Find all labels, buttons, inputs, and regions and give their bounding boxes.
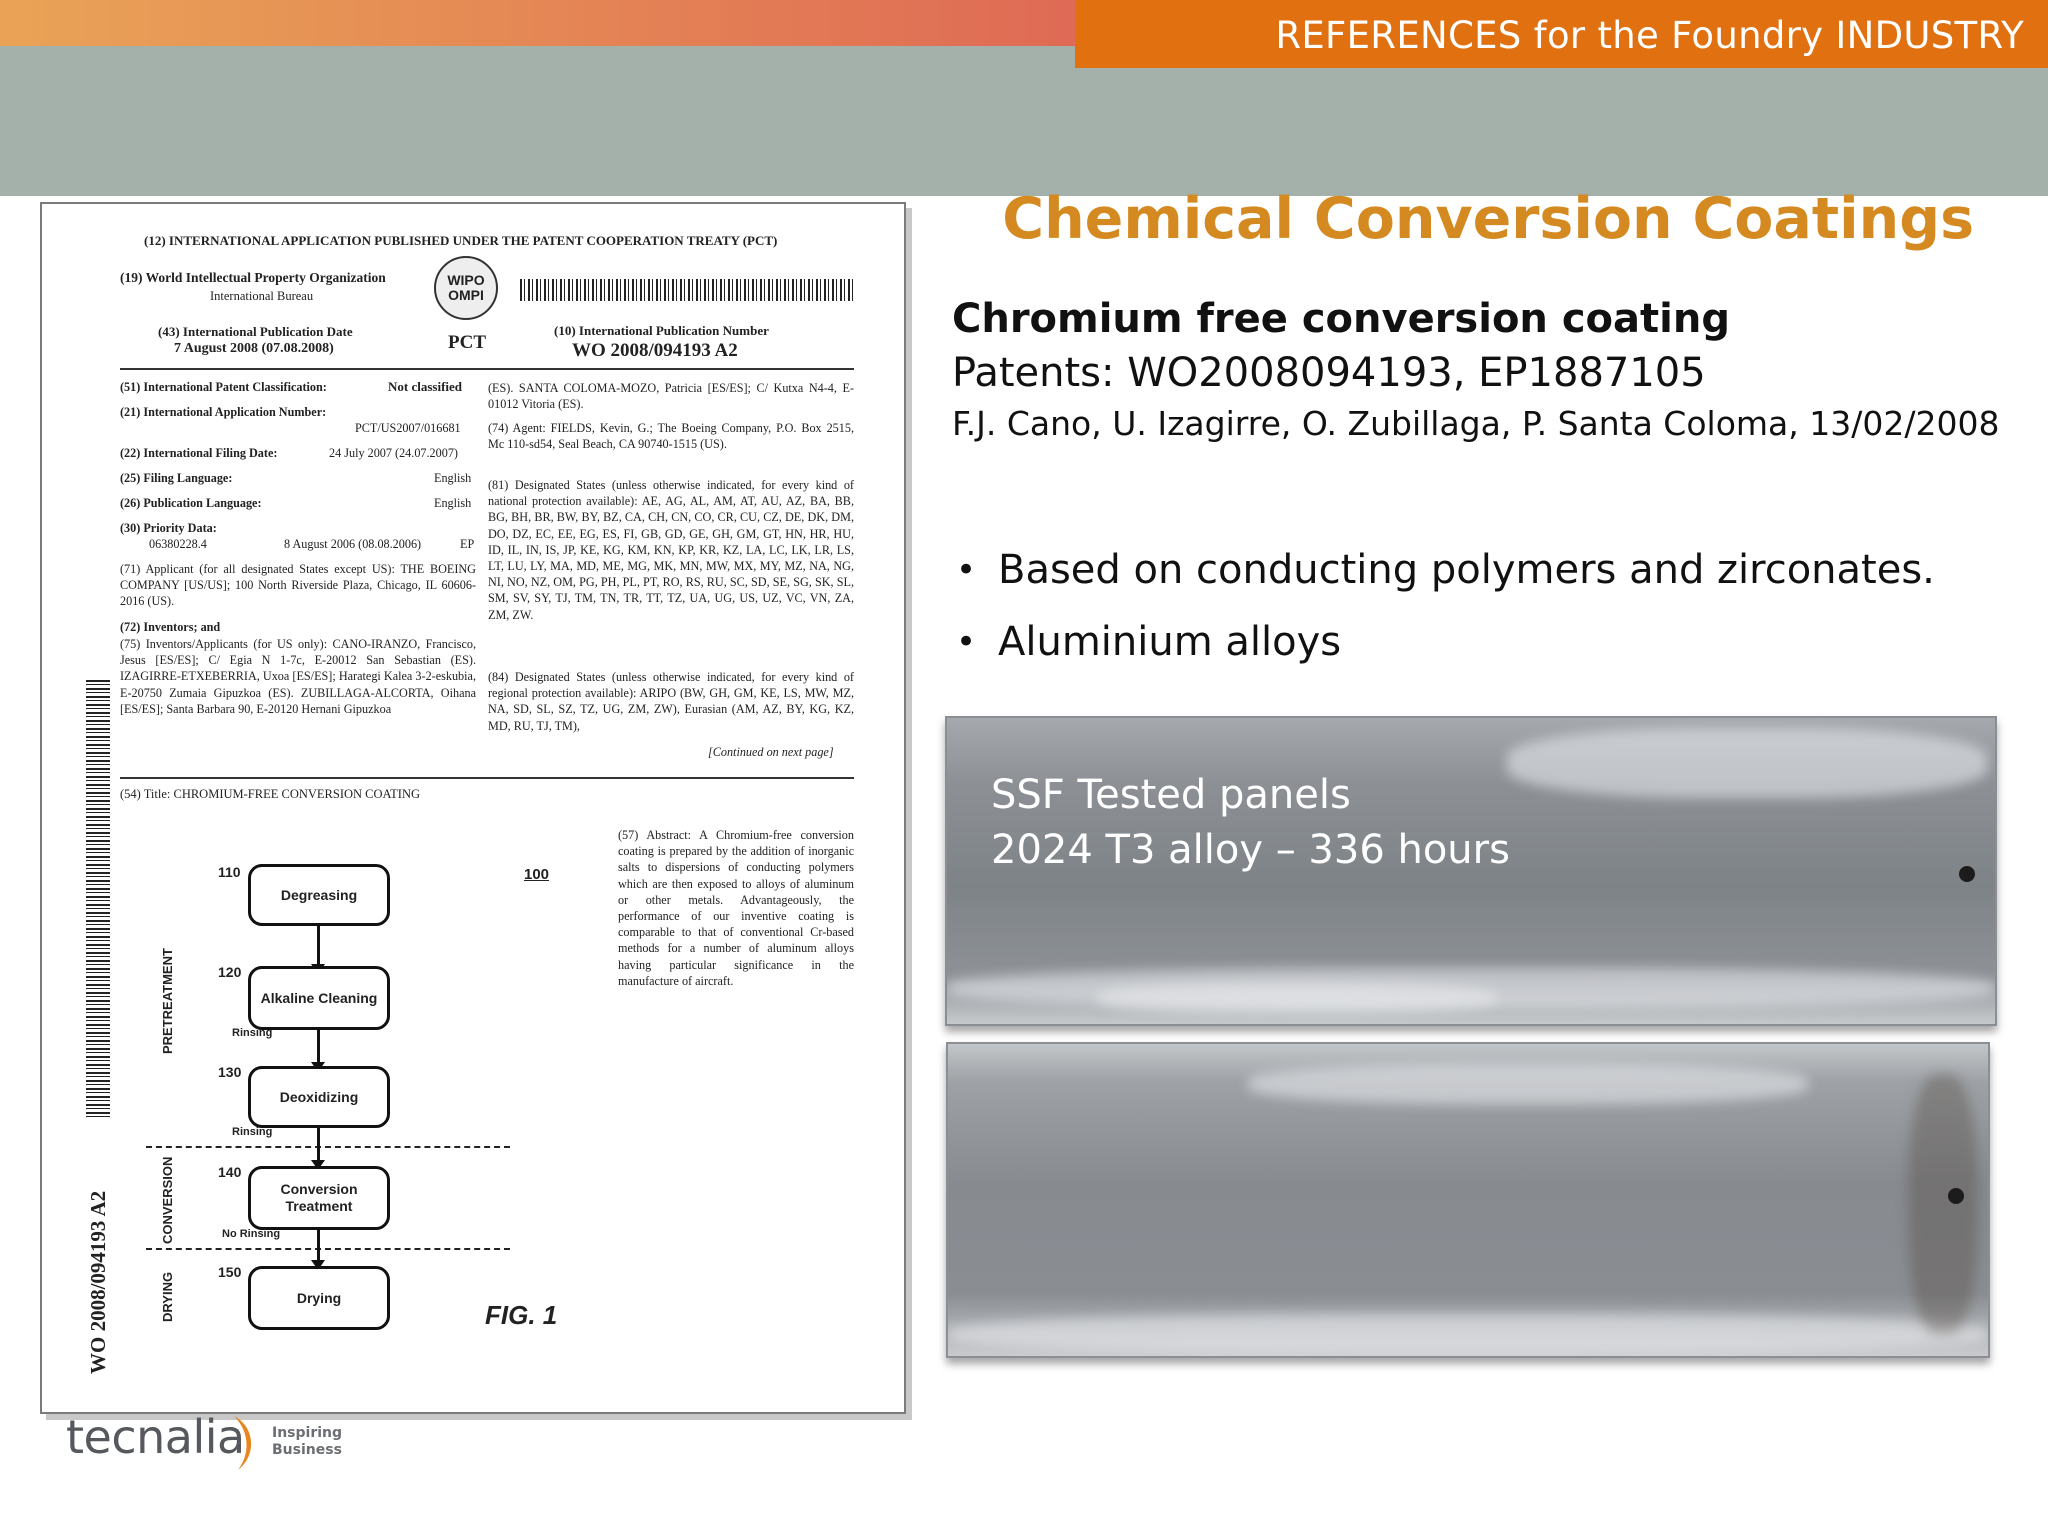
logo-tagline-line: Inspiring [272, 1425, 343, 1441]
no-rinsing-note: No Rinsing [222, 1228, 281, 1240]
panel-hole [1948, 1188, 1964, 1204]
bullet-list [952, 540, 1935, 684]
flowchart-step-degreasing: Degreasing [248, 864, 390, 926]
flowchart-step-alkaline-cleaning: Alkaline Cleaning [248, 966, 390, 1030]
flow-arrow [317, 926, 320, 966]
logo-tagline [272, 1425, 342, 1459]
header-gray-band [0, 46, 2048, 196]
barcode [520, 279, 855, 301]
field-30-office: EP [460, 537, 475, 551]
references-label: REFERENCES for the Foundry INDUSTRY [1275, 14, 2024, 57]
phase-label-pretreatment: PRETREATMENT [160, 948, 175, 1054]
divider [120, 777, 854, 779]
wipo-seal-icon [434, 256, 498, 320]
panel-streak [1507, 728, 1987, 798]
bullet-item [952, 540, 1935, 612]
phase-label-drying: DRYING [160, 1271, 175, 1322]
rinsing-note: Rinsing [232, 1126, 273, 1138]
pub-number: WO 2008/094193 A2 [572, 340, 738, 361]
field-30-date: 8 August 2006 (08.08.2006) [284, 537, 422, 551]
flowchart-step-drying: Drying [248, 1266, 390, 1330]
flow-arrow [317, 1230, 320, 1262]
step-number: 130 [218, 1064, 242, 1080]
figure-label: FIG. 1 [485, 1300, 558, 1330]
pub-date: 7 August 2008 (07.08.2008) [174, 341, 334, 356]
side-publication-number: WO 2008/094193 A2 [86, 1190, 110, 1374]
step-number: 140 [218, 1164, 242, 1180]
tested-panel-photo-2 [946, 1042, 1990, 1358]
panel-streak [948, 1314, 1988, 1354]
flowchart-ref-number: 100 [524, 866, 550, 883]
panel-caption [991, 768, 1510, 878]
bullet-text: Aluminium alloys [998, 619, 1342, 665]
field-22-label: (22) International Filing Date: [120, 446, 278, 460]
step-number: 150 [218, 1264, 242, 1280]
flow-arrow [317, 1128, 320, 1162]
right-col-address: (ES). SANTA COLOMA-MOZO, Patricia [ES/ES]; C/ Kutxa N4-4, E-01012 Vitoria (ES). [488, 381, 854, 412]
field-25-value: English [434, 471, 472, 485]
tested-panel-photo-1 [945, 716, 1997, 1026]
panel-streak [1097, 983, 1497, 1013]
flowchart-step-conversion-treatment: Conversion Treatment [248, 1166, 390, 1230]
seal-text: OMPI [448, 287, 484, 303]
field-51-label: (51) International Patent Classification: [120, 380, 327, 394]
field-72: (72) Inventors; and [120, 620, 221, 634]
logo-swoosh-icon [228, 1414, 264, 1472]
patents-line: Patents: WO2008094193, EP1887105 [952, 350, 1706, 396]
field-30-number: 06380228.4 [149, 537, 207, 551]
divider [120, 368, 854, 370]
flow-arrow [317, 1030, 320, 1064]
patent-document [40, 202, 906, 1414]
pub-date-label: (43) International Publication Date [158, 324, 353, 339]
slide-title: Chemical Conversion Coatings [1002, 186, 1974, 252]
step-number: 120 [218, 964, 242, 980]
field-21-label: (21) International Application Number: [120, 405, 327, 419]
bullet-dot: • [956, 622, 977, 662]
bullet-dot: • [956, 550, 977, 590]
tecnalia-logo: tecnalia [66, 1410, 245, 1464]
pct-label: PCT [448, 332, 486, 353]
field-74: (74) Agent: FIELDS, Kevin, G.; The Boeing Company, P.O. Box 2515, Mc 110-sd54, Seal Beach, CA 90740-1515 (US). [488, 421, 854, 452]
patent-org: (19) World Intellectual Property Organization [120, 270, 386, 285]
rinsing-note: Rinsing [232, 1027, 273, 1039]
panel-caption-line: 2024 T3 alloy – 336 hours [991, 827, 1510, 873]
field-84: (84) Designated States (unless otherwise indicated, for every kind of regional protection available): ARIPO (BW, GH, GM, KE, LS, MW, MZ, NA, SD, SL, SZ, TZ, UG, ZM, ZW), Eurasian (AM, AZ, BY, KG, KZ, MD, RU, TJ, TM), [488, 670, 854, 733]
phase-label-conversion: CONVERSION [160, 1156, 175, 1244]
phase-separator [146, 1248, 510, 1250]
field-25-label: (25) Filing Language: [120, 471, 233, 485]
field-51-value: Not classified [388, 379, 463, 394]
field-57-abstract: (57) Abstract: A Chromium-free conversion coating is prepared by the addition of inorganic salts to dispersions of conducting polymers which are then exposed to alloys of aluminum or other metals. Advantageously, the performance of our inventive coating is comparable to that of conventional Cr-based methods for a number of aluminum alloys having particular significance in the manufacture of aircraft. [618, 828, 854, 988]
bullet-item [952, 612, 1935, 684]
field-21-value: PCT/US2007/016681 [355, 421, 461, 435]
field-71: (71) Applicant (for all designated States except US): THE BOEING COMPANY [US/US]; 100 North Riverside Plaza, Chicago, IL 60606-2016 (US). [120, 562, 476, 609]
header-gradient-bar [0, 0, 1075, 46]
seal-text: WIPO [447, 272, 485, 288]
panel-caption-line: SSF Tested panels [991, 772, 1351, 818]
side-barcode [86, 680, 110, 1120]
references-banner [1075, 0, 2048, 68]
field-30-label: (30) Priority Data: [120, 521, 217, 535]
continued-note: [Continued on next page] [708, 745, 834, 759]
panel-stain [1908, 1074, 1978, 1334]
field-54: (54) Title: CHROMIUM-FREE CONVERSION COATING [120, 787, 421, 801]
slide-subtitle: Chromium free conversion coating [952, 296, 1730, 342]
panel-streak [1248, 1064, 1808, 1104]
phase-separator [146, 1146, 510, 1148]
field-26-value: English [434, 496, 472, 510]
field-26-label: (26) Publication Language: [120, 496, 262, 510]
bullet-text: Based on conducting polymers and zirconates. [998, 547, 1935, 593]
logo-tagline-line: Business [272, 1442, 342, 1458]
patent-bureau: International Bureau [210, 289, 314, 303]
flowchart-step-deoxidizing: Deoxidizing [248, 1066, 390, 1128]
authors-line: F.J. Cano, U. Izagirre, O. Zubillaga, P. Santa Coloma, 13/02/2008 [952, 404, 2000, 443]
patent-header: (12) INTERNATIONAL APPLICATION PUBLISHED UNDER THE PATENT COOPERATION TREATY (PCT) [144, 233, 778, 248]
step-number: 110 [218, 864, 241, 880]
field-81: (81) Designated States (unless otherwise indicated, for every kind of national protection available): AE, AG, AL, AM, AT, AU, AZ, BA, BB, BG, BH, BR, BW, BY, BZ, CA, CH, CN, CO, CR, CU, CZ, DE, DK, DM, DO, DZ, EC, EE, EG, ES, FI, GB, GD, GE, GH, GM, GT, HN, HR, HU, ID, IL, IN, IS, JP, KE, KG, KM, KN, KP, KR, KZ, LA, LC, LK, LR, LS, LT, LU, LY, MA, MD, ME, MG, MK, MN, MW, MX, MY, MZ, NA, NG, NI, NO, NZ, OM, PG, PH, PL, PT, RO, RS, RU, SC, SD, SE, SG, SK, SL, SM, SV, SY, TJ, TM, TN, TR, TT, TZ, UA, UG, US, UZ, VC, VN, ZA, ZM, ZW. [488, 478, 854, 622]
panel-hole [1959, 866, 1975, 882]
field-75: (75) Inventors/Applicants (for US only): CANO-IRANZO, Francisco, Jesus [ES/ES]; C/ Egia N 1-7c, E-20012 San Sebastian (ES). IZAGIRRE-ETXEBERRIA, Uxoa [ES/ES]; Harategi Kalea 3-2-eskubia, E-20750 Zumaia Gipuzkoa (ES). ZUBILLAGA-ALCORTA, Oihana [ES/ES]; Santa Barbara 90, E-20120 Hernani Gipuzkoa [120, 637, 476, 716]
field-22-value: 24 July 2007 (24.07.2007) [329, 446, 458, 460]
pub-number-label: (10) International Publication Number [554, 323, 769, 338]
